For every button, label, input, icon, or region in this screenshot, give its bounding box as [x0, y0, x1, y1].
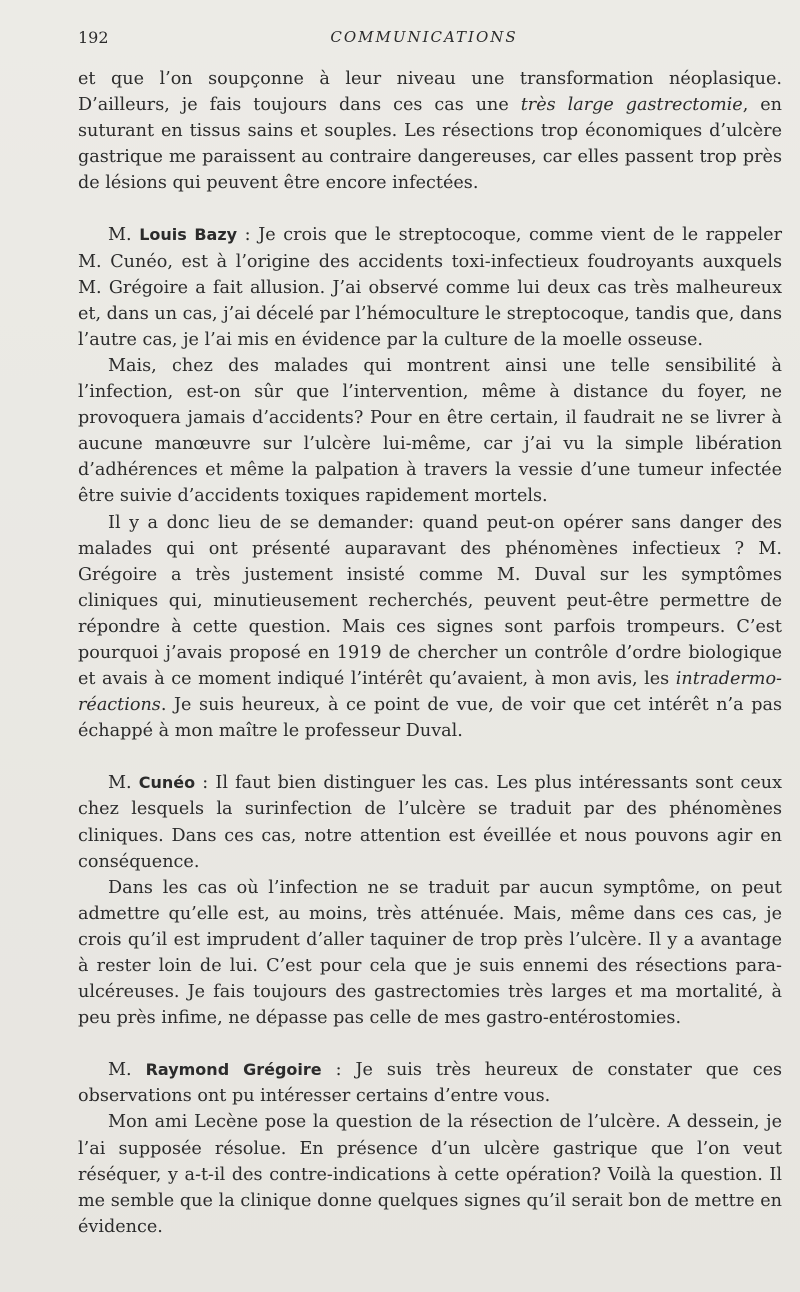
emphasis-text: intradermo-réactions	[78, 669, 782, 716]
paragraph-text: : Il faut bien distinguer les cas. Les plus intéressants sont ceux chez lesquels la surinfection de l’ulcère se traduit par des phénomènes cliniques. Dans ces cas, notre attention est éveillée et nous pouvons agir en conséquence.	[78, 773, 783, 872]
speaker-name: Cunéo	[138, 773, 196, 793]
paragraph	[78, 875, 782, 1032]
paragraph	[78, 1109, 782, 1239]
paragraph-text: et que l’on soupçonne à leur niveau une transformation néoplasique. D’ailleurs, je fais toujours dans ces cas une	[78, 69, 782, 116]
speaker-paragraph	[78, 770, 782, 874]
speaker-title: M.	[108, 773, 132, 794]
page-number: 192	[78, 28, 109, 47]
speaker-name: Raymond Grégoire	[145, 1060, 322, 1080]
speaker-paragraph	[78, 222, 782, 352]
speaker-name: Louis Bazy	[139, 225, 238, 245]
paragraph-text: , en suturant en tissus sains et souples. Les résections trop économiques d’ulcère gastrique me paraissent au contraire dangereuses, car elles passent trop près de lésions qui peuvent être encore infectées.	[78, 95, 783, 194]
page-header	[78, 28, 770, 50]
emphasis-text: très large gastrectomie	[520, 95, 743, 116]
paragraph	[78, 66, 782, 196]
paragraph-text: : Je crois que le streptocoque, comme vient de le rappeler M. Cunéo, est à l’origine des accidents toxi-infectieux foudroyants auxquels M. Grégoire a fait allusion. J’ai observé comme lui deux cas très malheureux et, dans un cas, j’ai décelé par l’hémoculture le streptocoque, tandis que, dans l’autre cas, je l’ai mis en évidence par la culture de la moelle osseuse.	[78, 225, 782, 350]
speaker-paragraph	[78, 1057, 782, 1109]
speaker-title: M.	[108, 1060, 132, 1081]
running-title: COMMUNICATIONS	[330, 28, 518, 46]
paragraph-text: Mon ami Lecène pose la question de la résection de l’ulcère. A dessein, je l’ai supposée résolue. En présence d’un ulcère gastrique que l’on veut réséquer, y a-t-il des contre-indications à cette opération? Voilà la question. Il me semble que la clinique donne quelques signes qu’il serait bon de mettre en évidence.	[78, 1112, 782, 1237]
paragraph-text: : Je suis très heureux de constater que ces observations ont pu intéresser certains d’entre vous.	[78, 1060, 783, 1107]
speaker-title: M.	[108, 225, 132, 246]
paragraph	[78, 353, 782, 510]
paragraph-text: Dans les cas où l’infection ne se traduit par aucun symptôme, on peut admettre qu’elle est, au moins, très atténuée. Mais, même dans ces cas, je crois qu’il est imprudent d’aller taquiner de trop près l’ulcère. Il y a avantage à rester loin de lui. C’est pour cela que je suis ennemi des résections para-ulcéreuses. Je fais toujours des gastrectomies très larges et ma mortalité, à peu près infime, ne dépasse pas celle de mes gastro-entérostomies.	[78, 877, 782, 1029]
paragraph-text: Il y a donc lieu de se demander: quand peut-on opérer sans danger des malades qui ont présenté auparavant des phénomènes infectieux ? M. Grégoire a très justement insisté comme M. Duval sur les symptômes cliniques qui, minutieusement recherchés, peuvent peut-être permettre de répondre à cette question. Mais ces signes sont parfois trompeurs. C’est pourquoi j’avais proposé en 1919 de chercher un contrôle d’ordre biologique et avais à ce moment indiqué l’intérêt qu’avaient, à mon avis, les	[78, 512, 782, 690]
paragraph-text: Mais, chez des malades qui montrent ainsi une telle sensibilité à l’infection, est-on sûr que l’intervention, même à distance du foyer, ne provoquera jamais d’accidents? Pour en être certain, il faudrait ne se livrer à aucune manœuvre sur l’ulcère lui-même, car j’ai vu la simple libération d’adhérences et même la palpation à travers la vessie d’une tumeur infectée être suivie d’accidents toxiques rapidement mortels.	[78, 355, 782, 507]
body-text	[78, 66, 782, 1240]
paragraph	[78, 510, 782, 745]
paragraph-text: . Je suis heureux, à ce point de vue, de voir que cet intérêt n’a pas échappé à mon maître le professeur Duval.	[78, 695, 782, 742]
